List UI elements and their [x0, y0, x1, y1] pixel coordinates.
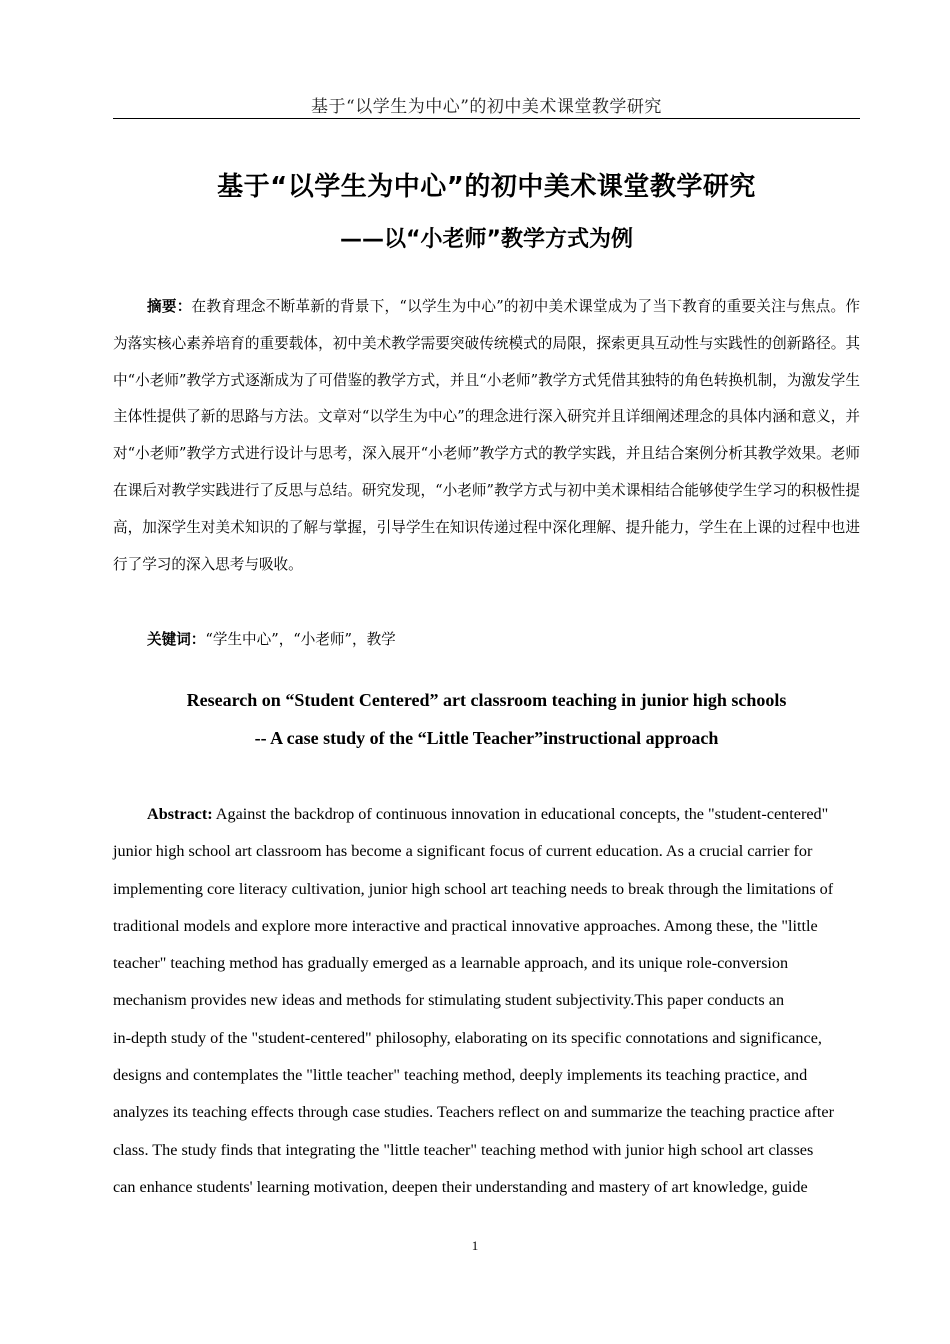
chinese-keywords-label: 关键词： [147, 631, 206, 648]
english-abstract-line: Abstract: Against the backdrop of continuous innovation in educational concepts, the "student-centered" [147, 805, 829, 823]
english-abstract-line: in-depth study of the "student-centered" philosophy, elaborating on its specific connotations and significance, [113, 1028, 822, 1047]
english-abstract-line: mechanism provides new ideas and methods for stimulating student subjectivity.This paper conducts an [113, 991, 785, 1010]
english-abstract-label: Abstract: [147, 805, 213, 823]
running-header: 基于“以学生为中心”的初中美术课堂教学研究 [311, 97, 662, 117]
english-abstract-line: implementing core literacy cultivation, junior high school art teaching needs to break through the limitations of [113, 879, 834, 898]
english-abstract-line: can enhance students' learning motivation, deepen their understanding and mastery of art knowledge, guide [113, 1177, 808, 1196]
english-title: Research on “Student Centered” art classroom teaching in junior high schools [186, 690, 787, 710]
english-abstract-line: traditional models and explore more interactive and practical innovative approaches. Among these, the "little [113, 916, 818, 935]
chinese-abstract [113, 289, 860, 583]
chinese-subtitle: ——以“小老师”教学方式为例 [340, 227, 633, 252]
header-divider [113, 118, 860, 119]
chinese-abstract-text: 在教育理念不断革新的背景下，“以学生为中心”的初中美术课堂成为了当下教育的重要关注与焦点。作为落实核心素养培育的重要载体，初中美术教学需要突破传统模式的局限，探索更具互动性与实践性的创新路径。其中“小老师”教学方式逐渐成为了可借鉴的教学方式，并且“小老师”教学方式凭借其独特的角色转换机制，为激发学生主体性提供了新的思路与方法。文章对“以学生为中心”的理念进行深入研究并且详细阐述理念的具体内涵和意义，并对“小老师”教学方式进行设计与思考，深入展开“小老师”教学方式的教学实践，并且结合案例分析其教学效果。老师在课后对教学实践进行了反思与总结。研究发现，“小老师”教学方式与初中美术课相结合能够使学生学习的积极性提高，加深学生对美术知识的了解与掌握，引导学生在知识传递过程中深化理解、提升能力，学生在上课的过程中也进行了学习的深入思考与吸收。 [113, 298, 860, 573]
chinese-keywords-text: “学生中心”，“小老师”，教学 [205, 631, 396, 648]
english-abstract-line: designs and contemplates the "little teacher" teaching method, deeply implements its teaching practice, and [113, 1066, 808, 1085]
english-abstract-line: analyzes its teaching effects through case studies. Teachers reflect on and summarize the teaching practice after [113, 1103, 834, 1122]
page-number: 1 [471, 1238, 479, 1253]
english-subtitle: -- A case study of the “Little Teacher”instructional approach [254, 728, 719, 748]
english-abstract [113, 796, 863, 1206]
english-abstract-line: teacher" teaching method has gradually emerged as a learnable approach, and its unique role-conversion [113, 954, 789, 973]
english-abstract-line: junior high school art classroom has become a significant focus of current education. As a crucial carrier for [113, 842, 813, 861]
chinese-abstract-label: 摘要： [147, 298, 192, 315]
chinese-title: 基于“以学生为中心”的初中美术课堂教学研究 [217, 172, 756, 202]
chinese-keywords [147, 624, 396, 656]
english-abstract-line: class. The study finds that integrating the "little teacher" teaching method with junior high school art classes [113, 1140, 814, 1159]
